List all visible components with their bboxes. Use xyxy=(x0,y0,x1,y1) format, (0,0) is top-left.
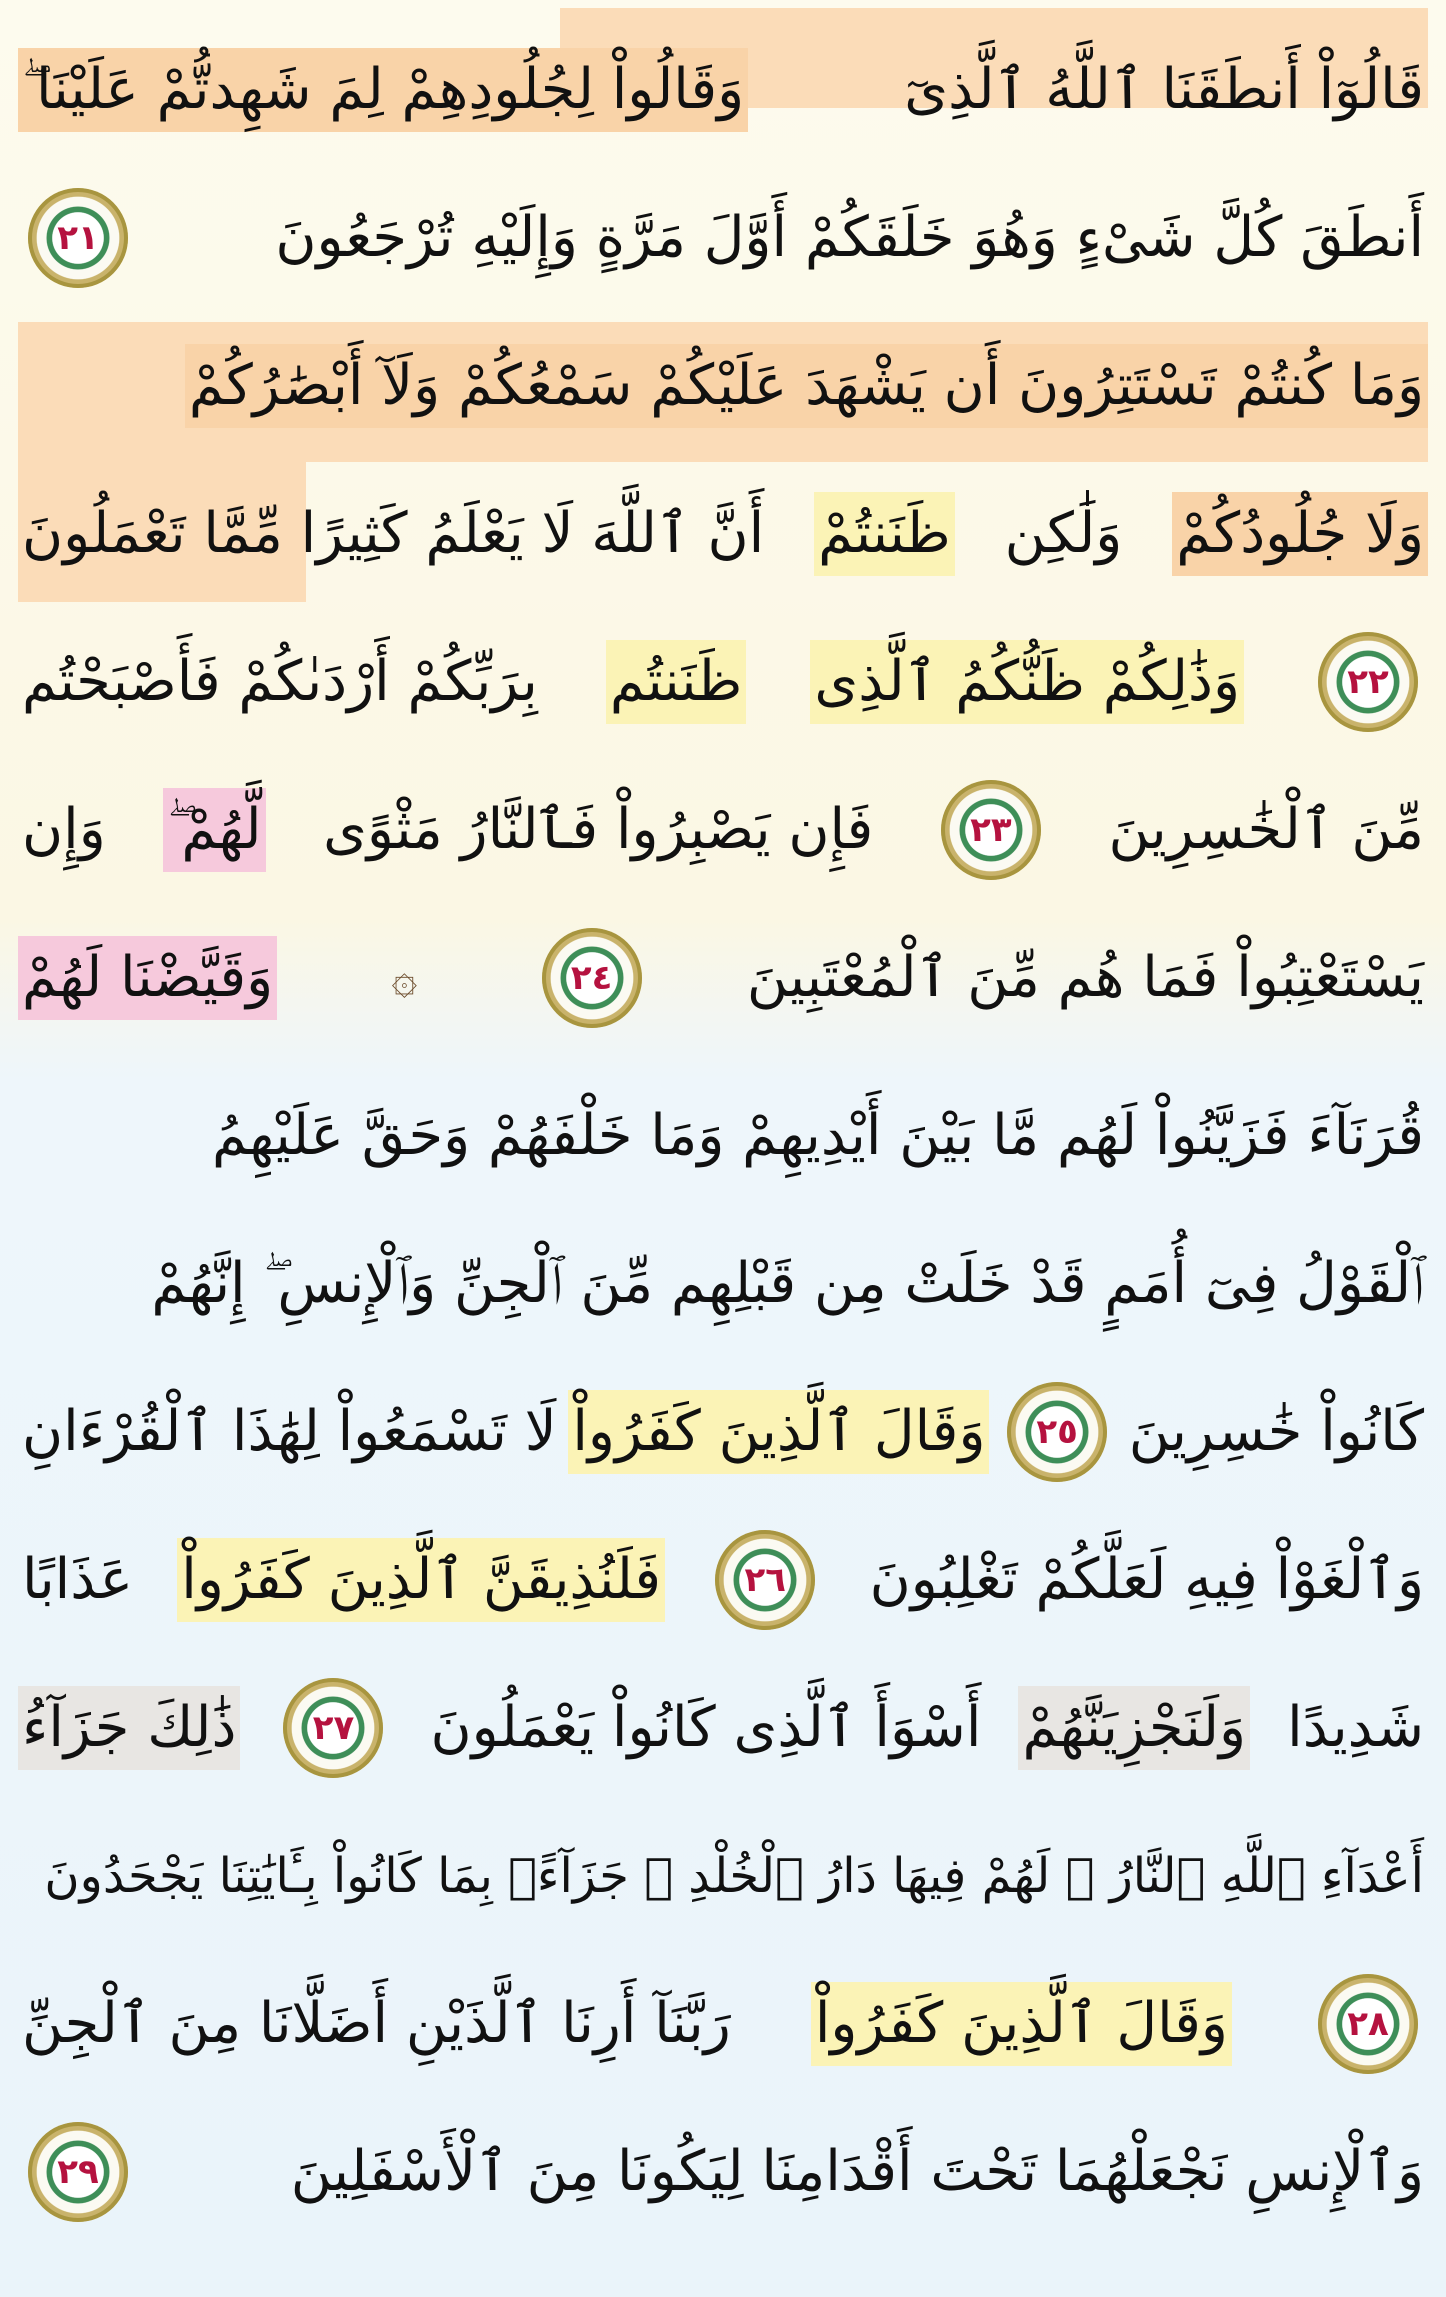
highlighted-text: لَّهُمْ ۖ xyxy=(163,788,265,872)
text-line xyxy=(18,2102,1428,2242)
verse-text: عَذَابًا xyxy=(22,1547,134,1612)
verse-number: ٢٦ xyxy=(744,1560,787,1600)
text-line xyxy=(18,1954,1428,2094)
highlighted-text: ظَنَنتُم xyxy=(606,640,747,724)
verse-text: وَلَٰكِن xyxy=(1004,501,1123,566)
verse-number: ٢٧ xyxy=(312,1708,355,1748)
verse-number-marker xyxy=(1318,1974,1418,2074)
highlighted-text: وَقَيَّضْنَا لَهُمْ xyxy=(18,936,277,1020)
rub-el-hizb-icon: ۞ xyxy=(391,952,418,1004)
verse-text: لَا تَسْمَعُواْ لِهَٰذَا ٱلْقُرْءَانِ xyxy=(22,1399,557,1464)
text-line xyxy=(18,612,1428,752)
verse-text: وَإِن xyxy=(22,797,106,862)
text-line xyxy=(18,1658,1428,1798)
text-line xyxy=(18,1806,1428,1946)
verse-text: بِرَبِّكُمْ أَرْدَىٰكُمْ فَأَصْبَحْتُم xyxy=(22,649,538,714)
verse-number-marker xyxy=(28,2122,128,2222)
verse-text: فَإِن يَصْبِرُواْ فَٱلنَّارُ مَثْوًى xyxy=(323,797,874,862)
verse-number-marker xyxy=(1318,632,1418,732)
highlighted-text: وَمَا كُنتُمْ تَسْتَتِرُونَ أَن يَشْهَدَ عَلَيْكُمْ سَمْعُكُمْ وَلَآ أَبْصَٰرُكُمْ xyxy=(185,344,1428,428)
text-line xyxy=(18,316,1428,456)
highlighted-text: ذَٰلِكَ جَزَآءُ xyxy=(18,1686,240,1770)
highlighted-text: وَقَالُواْ لِجُلُودِهِمْ لِمَ شَهِدتُّمْ عَلَيْنَا ۖ xyxy=(18,48,748,132)
highlighted-text: ظَنَنتُمْ xyxy=(814,492,955,576)
verse-number-marker xyxy=(542,928,642,1028)
verse-text: ٱلْقَوْلُ فِىٓ أُمَمٍ قَدْ خَلَتْ مِن قَبْلِهِم مِّنَ ٱلْجِنِّ وَٱلْإِنسِ ۖ إِنَّهُمْ xyxy=(151,1251,1424,1316)
highlighted-text: فَلَنُذِيقَنَّ ٱلَّذِينَ كَفَرُواْ xyxy=(177,1538,665,1622)
verse-number-marker xyxy=(941,780,1041,880)
verse-number-marker xyxy=(1007,1382,1107,1482)
text-line xyxy=(18,760,1428,900)
verse-text: أَسْوَأَ ٱلَّذِى كَانُواْ يَعْمَلُونَ xyxy=(430,1695,982,1760)
verse-text: أَنطَقَ كُلَّ شَىْءٍ وَهُوَ خَلَقَكُمْ أَوَّلَ مَرَّةٍ وَإِلَيْهِ تُرْجَعُونَ xyxy=(275,205,1424,270)
verse-text: قَالُوٓاْ أَنطَقَنَا ٱللَّهُ ٱلَّذِىٓ xyxy=(904,57,1424,122)
verse-number-marker xyxy=(283,1678,383,1778)
highlighted-text: وَلَنَجْزِيَنَّهُمْ xyxy=(1018,1686,1250,1770)
highlighted-text: وَقَالَ ٱلَّذِينَ كَفَرُواْ xyxy=(811,1982,1232,2066)
text-line xyxy=(18,1362,1428,1502)
verse-text: أَعْدَآءِ ٱللَّهِ ٱلنَّارُ ۖ لَهُمْ فِيهَا دَارُ ٱلْخُلْدِ ۖ جَزَآءًۢ بِمَا كَانُواْ بِـَٔايَٰتِنَا يَجْحَدُونَ xyxy=(44,1848,1424,1904)
text-line xyxy=(18,1510,1428,1650)
verse-number: ٢٤ xyxy=(570,958,613,998)
verse-text: مِّنَ ٱلْخَٰسِرِينَ xyxy=(1108,797,1424,862)
verse-number-marker xyxy=(28,188,128,288)
highlighted-text: وَقَالَ ٱلَّذِينَ كَفَرُواْ xyxy=(568,1390,989,1474)
text-line xyxy=(18,168,1428,308)
highlighted-text: وَذَٰلِكُمْ ظَنُّكُمُ ٱلَّذِى xyxy=(810,640,1244,724)
verse-text: وَٱلْإِنسِ نَجْعَلْهُمَا تَحْتَ أَقْدَامِنَا لِيَكُونَا مِنَ ٱلْأَسْفَلِينَ xyxy=(290,2139,1424,2204)
text-line xyxy=(18,1214,1428,1354)
verse-text: قُرَنَآءَ فَزَيَّنُواْ لَهُم مَّا بَيْنَ أَيْدِيهِمْ وَمَا خَلْفَهُمْ وَحَقَّ عَلَيْهِمُ xyxy=(212,1103,1424,1168)
verse-text: يَسْتَعْتِبُواْ فَمَا هُم مِّنَ ٱلْمُعْتَبِينَ xyxy=(746,945,1424,1010)
verse-text: أَنَّ ٱللَّهَ لَا يَعْلَمُ كَثِيرًا مِّمَّا تَعْمَلُونَ xyxy=(22,501,765,566)
text-line xyxy=(18,1066,1428,1206)
verse-number: ٢٨ xyxy=(1347,2004,1389,2044)
verse-text: رَبَّنَآ أَرِنَا ٱلَّذَيْنِ أَضَلَّانَا مِنَ ٱلْجِنِّ xyxy=(22,1991,731,2056)
verse-number: ٢١ xyxy=(57,218,99,258)
verse-number: ٢٢ xyxy=(1347,662,1389,702)
verse-text: كَانُواْ خَٰسِرِينَ xyxy=(1128,1399,1424,1464)
text-line xyxy=(18,464,1428,604)
verse-text: شَدِيدًا xyxy=(1287,1695,1424,1760)
verse-number-marker xyxy=(715,1530,815,1630)
verse-number: ٢٣ xyxy=(970,810,1012,850)
verse-text: وَٱلْغَوْاْ فِيهِ لَعَلَّكُمْ تَغْلِبُونَ xyxy=(869,1547,1424,1612)
verse-number: ٢٩ xyxy=(57,2152,99,2192)
text-line xyxy=(18,20,1428,160)
text-line xyxy=(18,908,1428,1048)
highlighted-text: وَلَا جُلُودُكُمْ xyxy=(1172,492,1428,576)
verse-number: ٢٥ xyxy=(1036,1412,1078,1452)
